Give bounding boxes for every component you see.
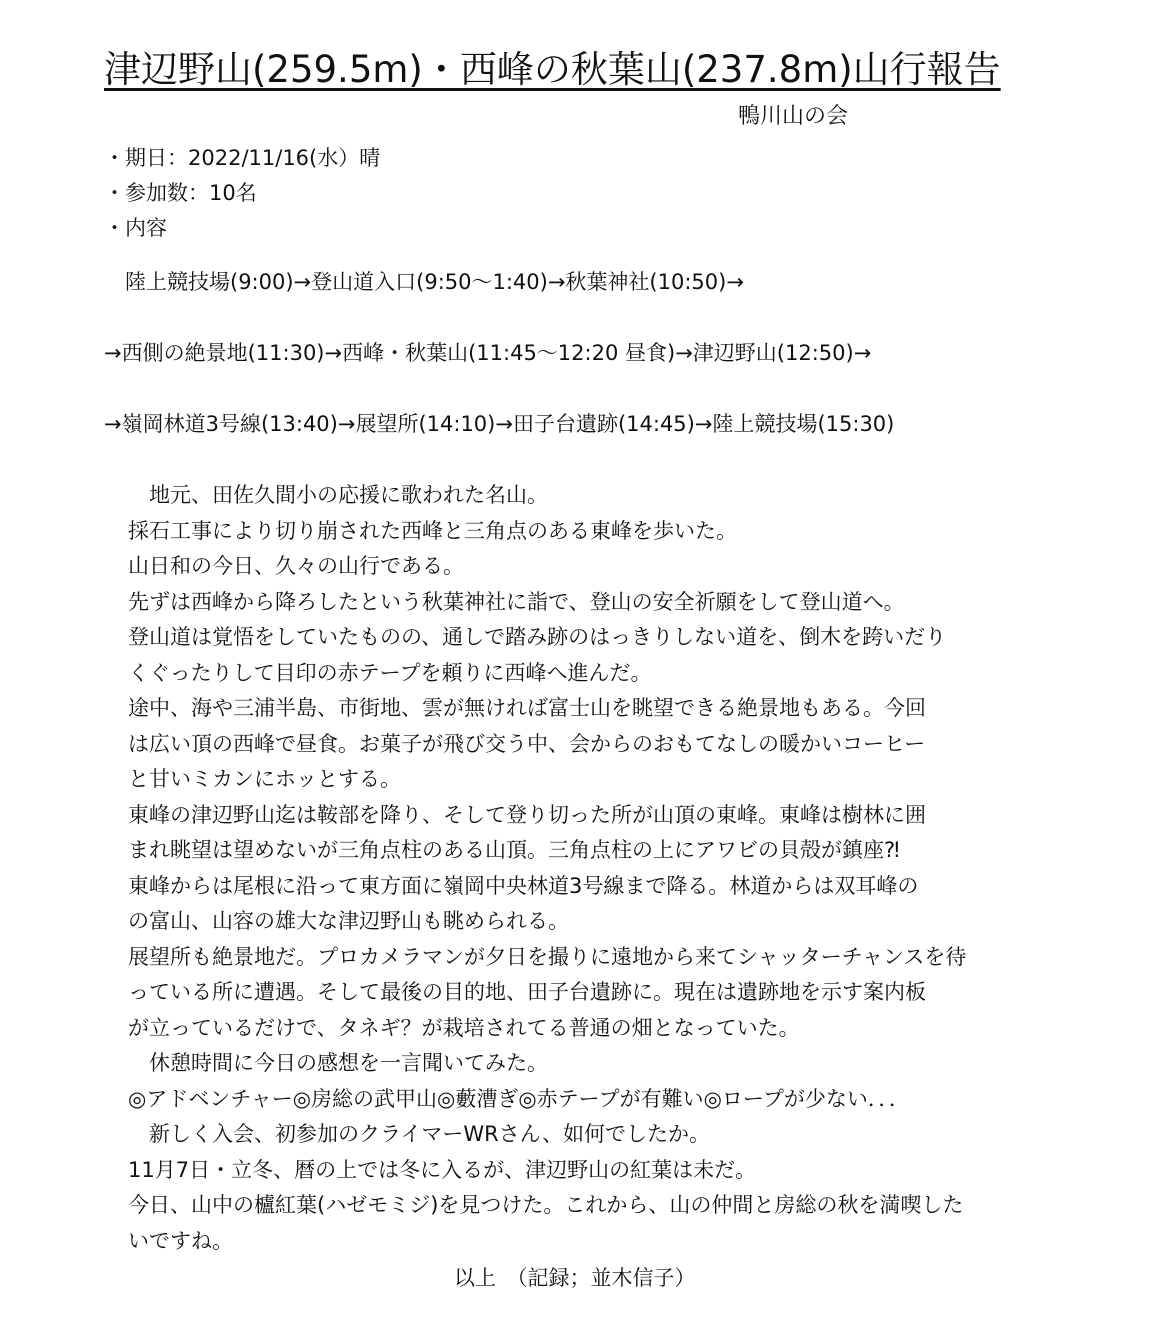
body-line: くぐったりして目印の赤テープを頼りに西峰へ進んだ。 [128,660,652,685]
body-line: 途中、海や三浦半島、市街地、雲が無ければ富士山を眺望できる絶景地もある。今回 [128,696,926,720]
body-line: 登山道は覚悟をしていたものの、通しで踏み跡のはっきりしない道を、倒木を跨いだり [128,625,947,649]
body-line: 東峰の津辺野山迄は鞍部を降り、そして登り切った所が山頂の東峰。東峰は樹林に囲 [128,802,926,827]
body-line: 東峰からは尾根に沿って東方面に嶺岡中央林道3号線まで降る。林道からは双耳峰の [128,873,919,898]
report-title: 津辺野山(259.5m)・西峰の秋葉山(237.8m)山行報告 [104,48,1001,91]
body-line: 休憩時間に今日の感想を一言聞いてみた。 [128,1051,548,1075]
body-line: の富山、山容の雄大な津辺野山も眺められる。 [128,909,569,933]
body-line: いですね。 [128,1228,233,1253]
participants-line: ・参加数：10名 [104,181,257,205]
body-line: っている所に遭遇。そして最後の目的地、田子台遺跡に。現在は遺跡地を示す案内板 [128,980,926,1004]
body-line: まれ眺望は望めないが三角点柱のある山頂。三角点柱の上にアワビの貝殻が鎮座⁈ [128,838,900,862]
body-line: 今日、山中の櫨紅葉(ハゼモミジ)を見つけた。これから、山の仲間と房総の秋を満喫した [128,1193,964,1217]
report-body [128,478,1158,1259]
body-line: 先ずは西峰から降ろしたという秋葉神社に詣で、登山の安全祈願をして登山道へ。 [128,589,905,614]
date-line: ・期日：2022/11/16(水）晴 [104,146,381,170]
route-line-2: →西側の絶景地(11:30)→西峰・秋葉山(11:45～12:20 昼食)→津辺野山(12:50)→ [104,341,872,365]
body-line: 新しく入会、初参加のクライマーWRさん、如何でしたか。 [128,1122,710,1146]
closing-signature: 以上 （記録；並木信子） [454,1266,696,1290]
body-line: は広い頂の西峰で昼食。お菓子が飛び交う中、会からのおもてなしの暖かいコーヒー [128,731,926,756]
organization-name: 鴨川山の会 [738,104,849,129]
body-line: 山日和の今日、久々の山行である。 [128,554,464,578]
body-line: 展望所も絶景地だ。プロカメラマンが夕日を撮りに遠地から来てシャッターチャンスを待 [128,944,967,969]
content-label: ・内容 [104,216,167,240]
route-line-3: →嶺岡林道3号線(13:40)→展望所(14:10)→田子台遺跡(14:45)→陸上競技場(15:30) [104,412,895,436]
body-line: 地元、田佐久間小の応援に歌われた名山。 [128,483,548,507]
body-line: が立っているだけで、タネギ？が栽培されてる普通の畑となっていた。 [128,1015,800,1040]
body-line: 11月7日・立冬、暦の上では冬に入るが、津辺野山の紅葉は未だ。 [128,1157,757,1182]
route-line-1: 陸上競技場(9:00)→登山道入口(9:50～1:40)→秋葉神社(10:50)→ [125,270,744,294]
body-line: と甘いミカンにホッとする。 [128,767,401,791]
body-line: ◎アドベンチャー◎房総の武甲山◎藪漕ぎ◎赤テープが有難い◎ロープが少ない．．． [128,1086,910,1111]
body-line: 採石工事により切り崩された西峰と三角点のある東峰を歩いた。 [128,518,737,543]
